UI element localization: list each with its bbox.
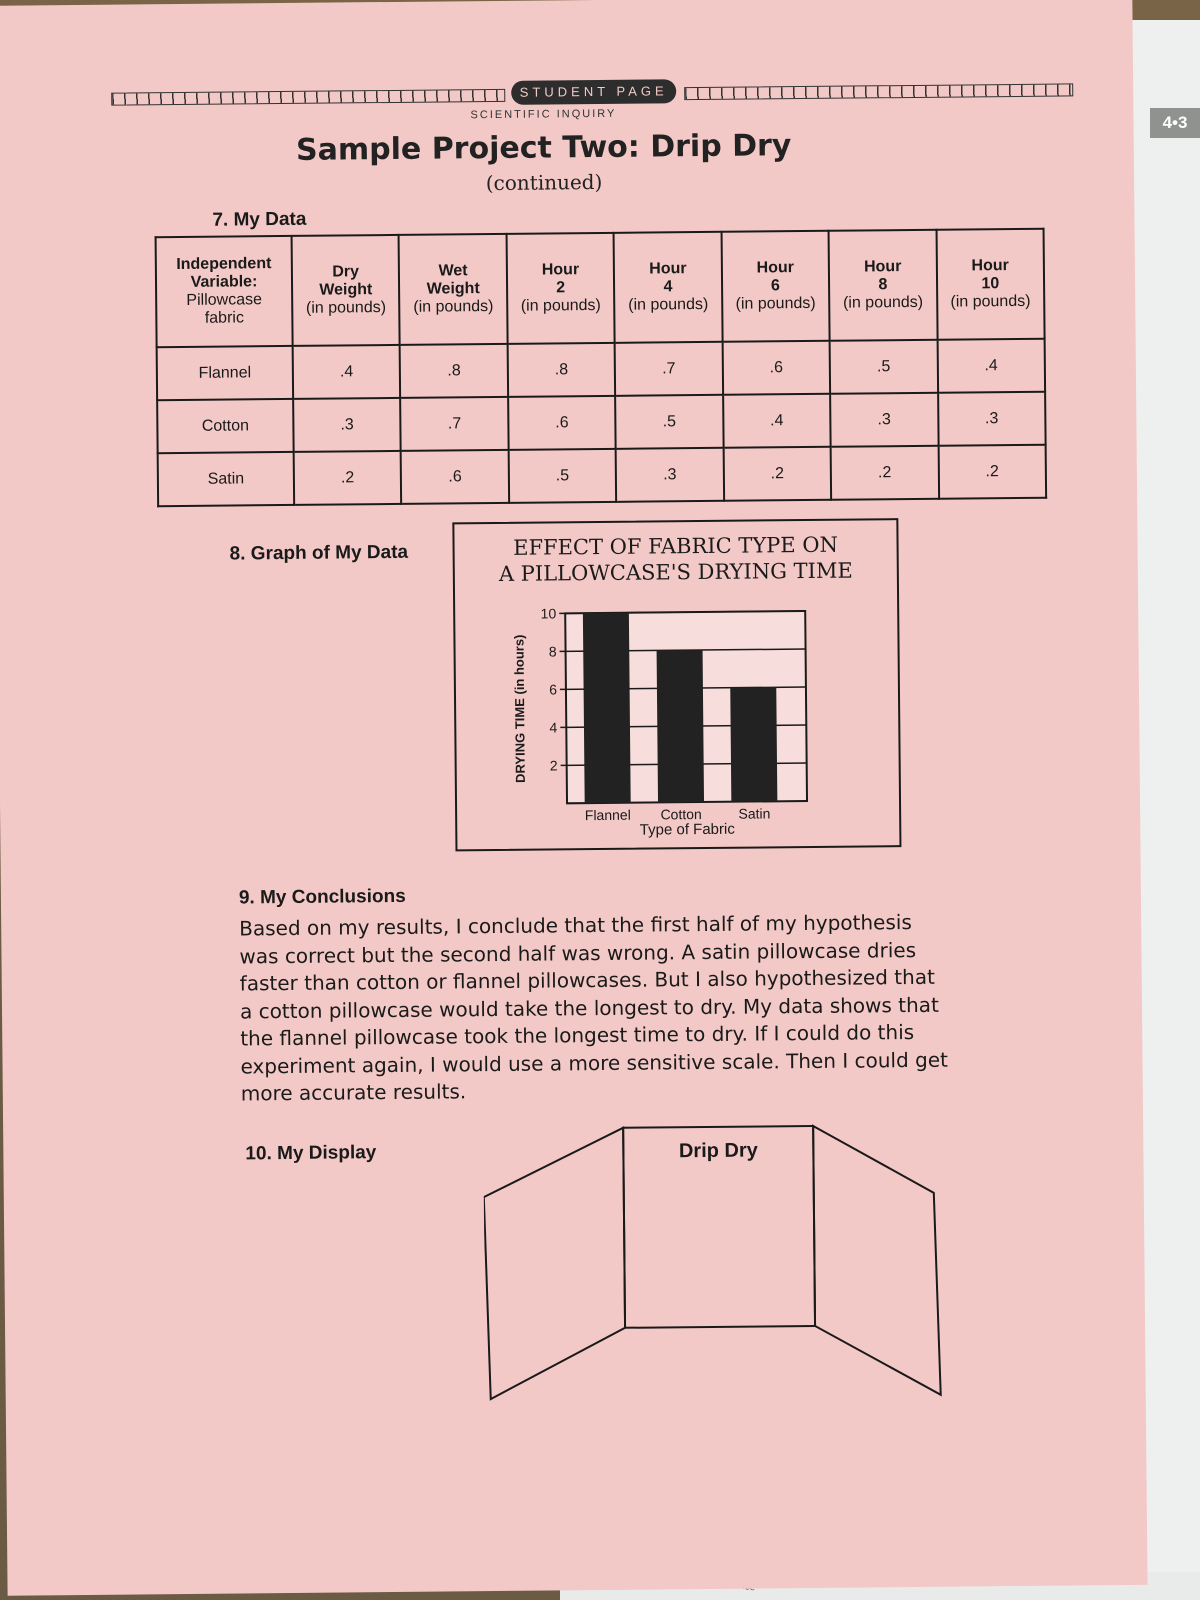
header-text: (in pounds) xyxy=(305,299,387,317)
value-cell: .2 xyxy=(938,445,1046,499)
y-axis-label: DRYING TIME (in hours) xyxy=(511,634,528,783)
header-text: (in pounds) xyxy=(735,294,816,313)
value-cell: .3 xyxy=(830,393,938,447)
conclusion-line: Based on my results, I conclude that the first half of my hypothesis xyxy=(239,910,912,941)
value-cell: .5 xyxy=(615,395,723,449)
value-cell: .5 xyxy=(508,449,616,503)
column-header xyxy=(506,233,614,344)
value-cell: .3 xyxy=(616,448,724,502)
header-text: (in pounds) xyxy=(520,296,601,315)
header-text: Hour xyxy=(863,258,902,276)
conclusion-line: more accurate results. xyxy=(240,1079,467,1106)
value-cell: .3 xyxy=(938,392,1046,446)
column-header xyxy=(292,235,400,346)
value-cell: .6 xyxy=(401,450,509,504)
value-cell: .3 xyxy=(293,398,401,452)
display-board xyxy=(483,1115,956,1419)
table-row xyxy=(158,445,1046,507)
value-cell: .2 xyxy=(294,451,402,505)
value-cell: .8 xyxy=(400,344,508,398)
y-tick-label: 8 xyxy=(548,643,557,660)
banner-rail-left xyxy=(111,89,505,106)
banner-label: STUDENT PAGE xyxy=(511,79,676,105)
banner-rail-right xyxy=(684,83,1073,100)
header-text: (in pounds) xyxy=(413,298,494,316)
column-header xyxy=(721,231,829,342)
value-cell: .4 xyxy=(293,345,401,399)
y-tick-label: 10 xyxy=(540,605,557,622)
bar-cotton xyxy=(657,650,704,802)
chart-title-line2: A PILLOWCASE'S DRYING TIME xyxy=(498,558,853,586)
y-tick-label: 6 xyxy=(549,681,558,698)
next-page-tab: 4•3 xyxy=(1150,108,1200,138)
header-text: fabric xyxy=(204,309,244,327)
column-header xyxy=(156,236,293,347)
column-header xyxy=(829,230,937,341)
column-header xyxy=(399,234,507,345)
header-text: Weight xyxy=(319,281,373,299)
section-10-heading: 10. My Display xyxy=(245,1142,377,1165)
display-left-panel xyxy=(483,1128,626,1399)
bar-chart xyxy=(454,520,899,849)
bar-flannel xyxy=(583,613,631,803)
fabric-cell: Cotton xyxy=(157,399,294,453)
header-text: (in pounds) xyxy=(950,292,1031,311)
conclusion-line: faster than cotton or flannel pillowcases. But I also hypothesized that xyxy=(239,964,935,996)
header-text: Hour xyxy=(756,259,795,277)
header-text: (in pounds) xyxy=(628,295,709,314)
y-tick-label: 4 xyxy=(549,719,558,736)
header-text: Wet xyxy=(438,262,468,280)
continued-label: (continued) xyxy=(485,169,603,196)
header-row xyxy=(156,229,1045,348)
header-text: (in pounds) xyxy=(842,293,924,312)
data-table xyxy=(155,228,1048,508)
value-cell: .2 xyxy=(723,447,831,501)
header-text: Hour xyxy=(971,257,1009,275)
header-text: Independent xyxy=(176,255,272,274)
x-tick-label: Satin xyxy=(738,805,771,822)
table-row xyxy=(157,392,1045,454)
section-7-heading: 7. My Data xyxy=(212,208,307,231)
chart-box xyxy=(452,518,901,851)
y-tick-label: 2 xyxy=(549,757,558,774)
fabric-cell: Satin xyxy=(158,452,295,506)
column-header xyxy=(936,229,1045,340)
value-cell: .6 xyxy=(508,396,616,450)
value-cell: .4 xyxy=(723,394,831,448)
x-tick-label: Cotton xyxy=(660,806,702,823)
header-text: Dry xyxy=(332,263,360,281)
value-cell: .7 xyxy=(401,397,509,451)
conclusion-line: a cotton pillowcase would take the longest to dry. My data shows that xyxy=(239,992,939,1023)
fabric-cell: Flannel xyxy=(157,346,294,400)
display-label: Drip Dry xyxy=(678,1139,758,1163)
conclusions-text xyxy=(239,908,1001,1108)
section-9-heading: 9. My Conclusions xyxy=(238,885,406,909)
bar-satin xyxy=(730,687,777,801)
header-text: Variable: xyxy=(190,273,258,291)
value-cell: .7 xyxy=(615,342,723,396)
column-header xyxy=(614,232,722,343)
value-cell: .4 xyxy=(937,339,1045,393)
header-text: 4 xyxy=(663,278,673,296)
page-title: Sample Project Two: Drip Dry xyxy=(295,128,792,168)
subheading: SCIENTIFIC INQUIRY xyxy=(470,107,617,122)
conclusion-line: experiment again, I would use a more sensitive scale. Then I could get xyxy=(240,1047,949,1078)
value-cell: .2 xyxy=(831,446,939,500)
value-cell: .5 xyxy=(830,340,938,394)
conclusion-line: was correct but the second half was wrong. A satin pillowcase dries xyxy=(239,937,917,968)
header-text: Pillowcase xyxy=(186,291,263,309)
value-cell: .6 xyxy=(722,341,830,395)
header-text: 8 xyxy=(878,276,888,294)
section-8-heading: 8. Graph of My Data xyxy=(229,541,409,565)
table-row xyxy=(157,339,1045,401)
chart-title-line1: EFFECT OF FABRIC TYPE ON xyxy=(513,532,839,560)
header-text: Weight xyxy=(426,280,480,298)
x-tick-label: Flannel xyxy=(584,806,631,824)
display-right-panel xyxy=(813,1125,941,1396)
header-text: 10 xyxy=(981,275,1000,293)
x-axis-label: Type of Fabric xyxy=(639,820,735,839)
header-text: Hour xyxy=(649,260,687,278)
value-cell: .8 xyxy=(507,343,615,397)
header-text: Hour xyxy=(541,261,580,279)
conclusion-line: the flannel pillowcase took the longest time to dry. If I could do this xyxy=(240,1019,915,1051)
header-text: 6 xyxy=(770,277,780,295)
header-text: 2 xyxy=(556,279,566,297)
y-ticks xyxy=(541,605,567,773)
student-page-banner xyxy=(111,75,1071,106)
